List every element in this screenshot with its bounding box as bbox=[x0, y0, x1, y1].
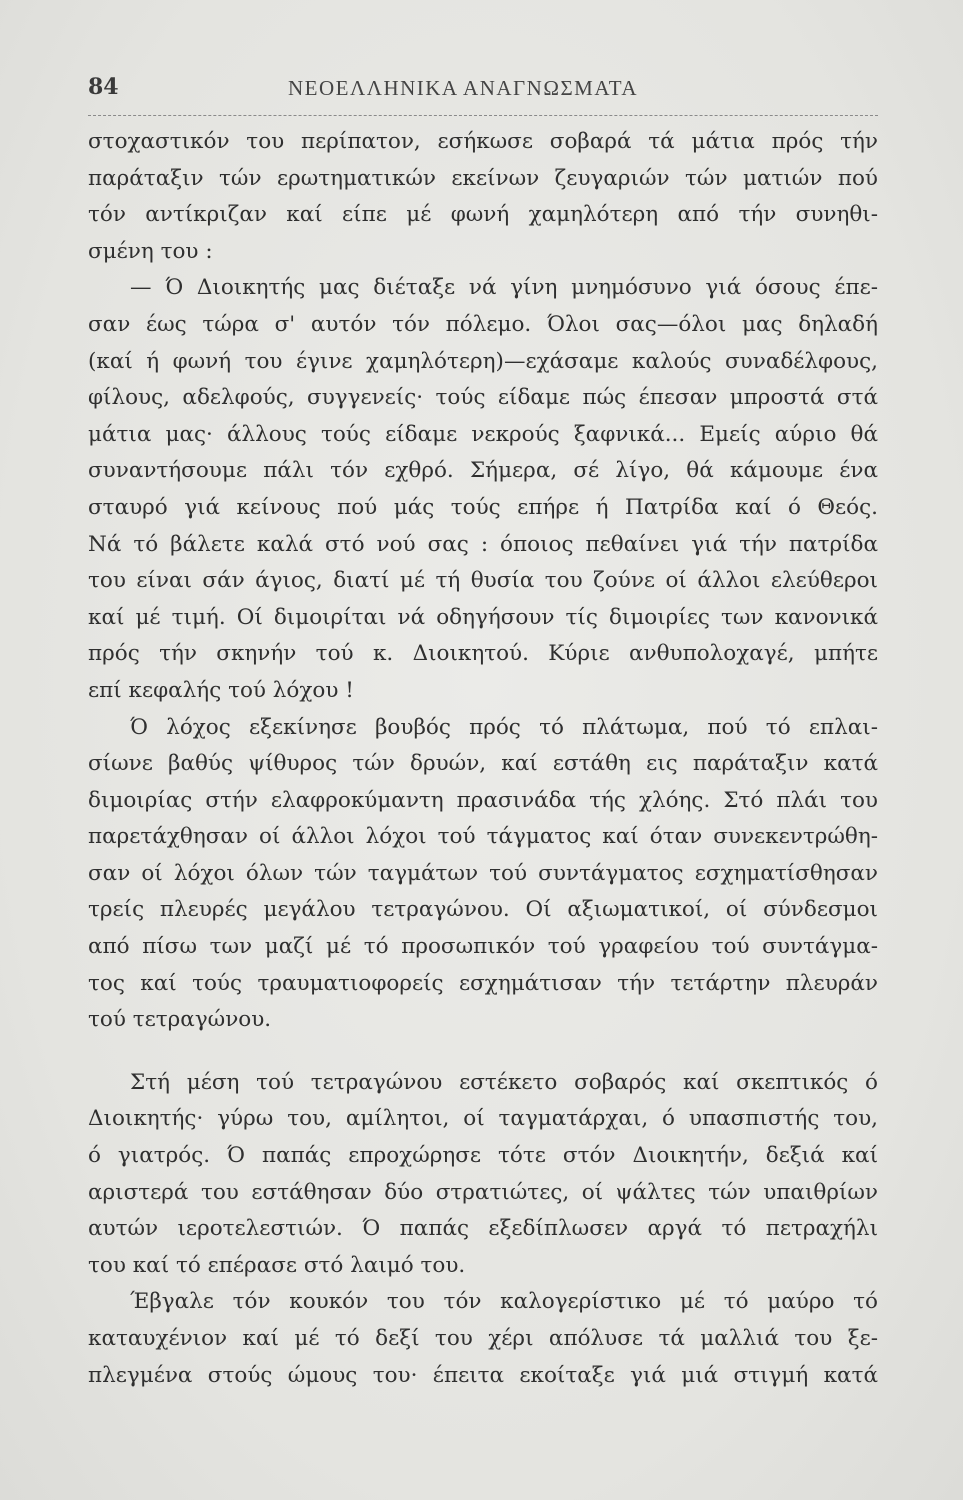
text-line: του είναι σάν άγιος, διατί μέ τή θυσία του ζούνε οί άλλοι ελεύθεροι bbox=[88, 568, 878, 594]
text-line: μάτια μας· άλλους τούς είδαμε νεκρούς ξαφνικά... Εμείς αύριο θά bbox=[88, 421, 878, 447]
text-line: καί μέ τιμή. Οί διμοιρίται νά οδηγήσουν τίς διμοιρίες των κανονικά bbox=[88, 604, 878, 630]
text-line: — Ό Διοικητής μας διέταξε νά γίνη μνημόσυνο γιά όσους έπε- bbox=[130, 275, 878, 301]
text-line: σαν οί λόχοι όλων τών ταγμάτων τού συντάγματος εσχηματίσθησαν bbox=[88, 860, 878, 886]
text-line: Διοικητής· γύρω του, αμίλητοι, οί ταγματάρχαι, ό υπασπιστής του, bbox=[88, 1106, 878, 1132]
text-line: τόν αντίκριζαν καί είπε μέ φωνή χαμηλότερη από τήν συνηθι- bbox=[88, 202, 878, 228]
header-divider bbox=[88, 115, 878, 116]
paragraph bbox=[88, 1065, 878, 1285]
text-line: ό γιατρός. Ό παπάς επροχώρησε τότε στόν Διοικητήν, δεξιά καί bbox=[88, 1143, 878, 1169]
paragraph-gap bbox=[88, 1039, 878, 1065]
text-line: του καί τό επέρασε στό λαιμό του. bbox=[88, 1252, 466, 1278]
paragraph bbox=[88, 710, 878, 1039]
text-line: Έβγαλε τόν κουκόν του τόν καλογερίστικο μέ τό μαύρο τό bbox=[130, 1289, 878, 1315]
text-line: τρείς πλευρές μεγάλου τετραγώνου. Οί αξιωματικοί, οί σύνδεσμοι bbox=[88, 897, 878, 923]
page-number: 84 bbox=[88, 74, 119, 100]
text-line: σαν έως τώρα σ' αυτόν τόν πόλεμο. Όλοι σας—όλοι μας δηλαδή bbox=[88, 311, 878, 337]
text-line: τού τετραγώνου. bbox=[88, 1007, 272, 1033]
paragraph bbox=[88, 270, 878, 709]
text-line: συναντήσουμε πάλι τόν εχθρό. Σήμερα, σέ λίγο, θά κάμουμε ένα bbox=[88, 458, 878, 484]
text-line: διμοιρίας στήν ελαφροκύμαντη πρασινάδα τής χλόης. Στό πλάι του bbox=[88, 787, 878, 813]
text-line: Στή μέση τού τετραγώνου εστέκετο σοβαρός καί σκεπτικός ό bbox=[130, 1069, 878, 1095]
text-line: φίλους, αδελφούς, συγγενείς· τούς είδαμε πώς έπεσαν μπροστά στά bbox=[88, 385, 878, 411]
body-text bbox=[88, 124, 878, 1394]
text-line: σμένη του : bbox=[88, 238, 213, 264]
text-line: καταυχένιον καί μέ τό δεξί του χέρι απόλυσε τά μαλλιά του ξε- bbox=[88, 1326, 878, 1351]
text-line: τος καί τούς τραυματιοφορείς εσχημάτισαν τήν τετάρτην πλευράν bbox=[88, 970, 878, 996]
text-line: πλεγμένα στούς ώμους του· έπειτα εκοίταξε γιά μιά στιγμή κατά bbox=[88, 1362, 878, 1388]
paragraph bbox=[88, 124, 878, 270]
text-line: επί κεφαλής τού λόχου ! bbox=[88, 677, 354, 703]
text-line: παράταξιν τών ερωτηματικών εκείνων ζευγαριών τών ματιών πού bbox=[88, 165, 878, 191]
text-line: σίωνε βαθύς ψίθυρος τών δρυών, καί εστάθη εις παράταξιν κατά bbox=[88, 751, 878, 777]
text-line: Ό λόχος εξεκίνησε βουβός πρός τό πλάτωμα, πού τό επλαι- bbox=[130, 714, 878, 740]
text-line: πρός τήν σκηνήν τού κ. Διοικητού. Κύριε ανθυπολοχαγέ, μπήτε bbox=[88, 641, 878, 667]
running-title: ΝΕΟΕΛΛΗΝΙΚΑ ΑΝΑΓΝΩΣΜΑΤΑ bbox=[288, 76, 639, 100]
text-line: αυτών ιεροτελεστιών. Ό παπάς εξεδίπλωσεν αργά τό πετραχήλι bbox=[88, 1216, 878, 1242]
text-line: στοχαστικόν του περίπατον, εσήκωσε σοβαρά τά μάτια πρός τήν bbox=[88, 129, 878, 154]
text-line: Νά τό βάλετε καλά στό νού σας : όποιος πεθαίνει γιά τήν πατρίδα bbox=[88, 531, 878, 557]
paragraph bbox=[88, 1284, 878, 1394]
text-line: από πίσω των μαζί μέ τό προσωπικόν τού γραφείου τού συντάγμα- bbox=[88, 934, 878, 960]
page-header bbox=[88, 70, 878, 110]
text-line: αριστερά του εστάθησαν δύο στρατιώτες, οί ψάλτες τών υπαιθρίων bbox=[88, 1179, 878, 1205]
text-line: σταυρό γιά κείνους πού μάς τούς επήρε ή Πατρίδα καί ό Θεός. bbox=[88, 494, 878, 520]
text-line: παρετάχθησαν οί άλλοι λόχοι τού τάγματος καί όταν συνεκεντρώθη- bbox=[88, 824, 878, 850]
text-line: (καί ή φωνή του έγινε χαμηλότερη)—εχάσαμε καλούς συναδέλφους, bbox=[88, 348, 878, 374]
